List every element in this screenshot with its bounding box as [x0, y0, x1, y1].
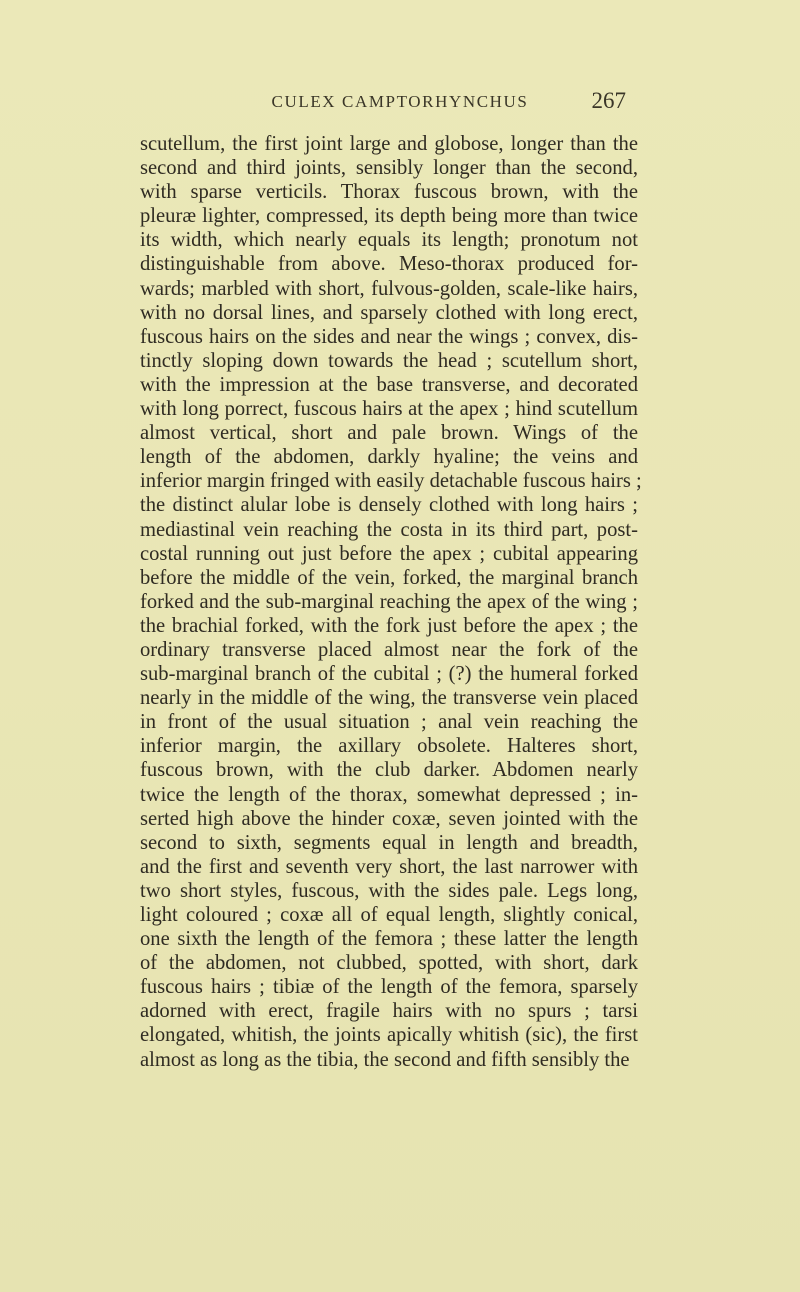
text-line: with long porrect, fuscous hairs at the apex ; hind scutellum	[140, 398, 638, 421]
text-line: costal running out just before the apex ; cubital appearing	[140, 542, 638, 565]
text-line: with no dorsal lines, and sparsely clothed with long erect,	[140, 301, 638, 324]
text-line: second to sixth, segments equal in length and breadth,	[140, 831, 638, 854]
text-line: twice the length of the thorax, somewhat depressed ; in-	[140, 783, 638, 806]
text-line: fuscous hairs ; tibiæ of the length of the femora, sparsely	[140, 976, 638, 999]
text-line: almost as long as the tibia, the second and fifth sensibly the	[140, 1048, 630, 1071]
text-line: sub-marginal branch of the cubital ; (?) the humeral forked	[140, 663, 638, 686]
text-line: in front of the usual situation ; anal vein reaching the	[140, 711, 638, 734]
text-line: nearly in the middle of the wing, the transverse vein placed	[140, 687, 638, 710]
text-line: with sparse verticils. Thorax fuscous brown, with the	[140, 181, 638, 204]
text-line: mediastinal vein reaching the costa in its third part, post-	[140, 518, 638, 541]
text-line: pleuræ lighter, compressed, its depth being more than twice	[140, 205, 638, 228]
text-line: scutellum, the first joint large and globose, longer than the	[140, 133, 638, 155]
text-line: the distinct alular lobe is densely clothed with long hairs ;	[140, 494, 638, 517]
text-line: fuscous hairs on the sides and near the wings ; convex, dis-	[140, 325, 638, 348]
text-line: forked and the sub-marginal reaching the apex of the wing ;	[140, 590, 638, 613]
running-head: CULEX CAMPTORHYNCHUS	[271, 92, 529, 111]
text-line: wards; marbled with short, fulvous-golden, scale-like hairs,	[140, 277, 638, 300]
text-line: tinctly sloping down towards the head ; scutellum short,	[140, 349, 638, 372]
text-line: distinguishable from above. Meso-thorax produced for-	[140, 253, 638, 276]
text-line: its width, which nearly equals its length; pronotum not	[140, 229, 638, 252]
text-line: of the abdomen, not clubbed, spotted, with short, dark	[140, 952, 638, 975]
text-line: fuscous brown, with the club darker. Abdomen nearly	[140, 759, 638, 782]
text-line: inferior margin, the axillary obsolete. Halteres short,	[140, 735, 638, 758]
text-line: serted high above the hinder coxæ, seven jointed with the	[140, 807, 638, 830]
page-header	[0, 88, 800, 122]
text-line: and the first and seventh very short, the last narrower with	[140, 855, 638, 878]
text-line: elongated, whitish, the joints apically whitish (sic), the first	[140, 1024, 638, 1047]
page-number: 267	[591, 88, 626, 113]
text-line: with the impression at the base transverse, and decorated	[140, 373, 638, 396]
text-line: almost vertical, short and pale brown. Wings of the	[140, 422, 638, 445]
text-line: length of the abdomen, darkly hyaline; the veins and	[140, 446, 638, 469]
text-line: second and third joints, sensibly longer than the second,	[140, 157, 638, 180]
text-line: the brachial forked, with the fork just before the apex ; the	[140, 614, 638, 637]
text-line: ordinary transverse placed almost near the fork of the	[140, 638, 638, 661]
text-line: one sixth the length of the femora ; these latter the length	[140, 928, 638, 951]
text-line: two short styles, fuscous, with the sides pale. Legs long,	[140, 879, 638, 902]
text-line: inferior margin fringed with easily detachable fuscous hairs ;	[140, 470, 642, 493]
text-line: light coloured ; coxæ all of equal length, slightly conical,	[140, 904, 638, 926]
body-text	[140, 132, 642, 1072]
text-line: before the middle of the vein, forked, the marginal branch	[140, 566, 638, 589]
text-line: adorned with erect, fragile hairs with no spurs ; tarsi	[140, 1000, 638, 1023]
